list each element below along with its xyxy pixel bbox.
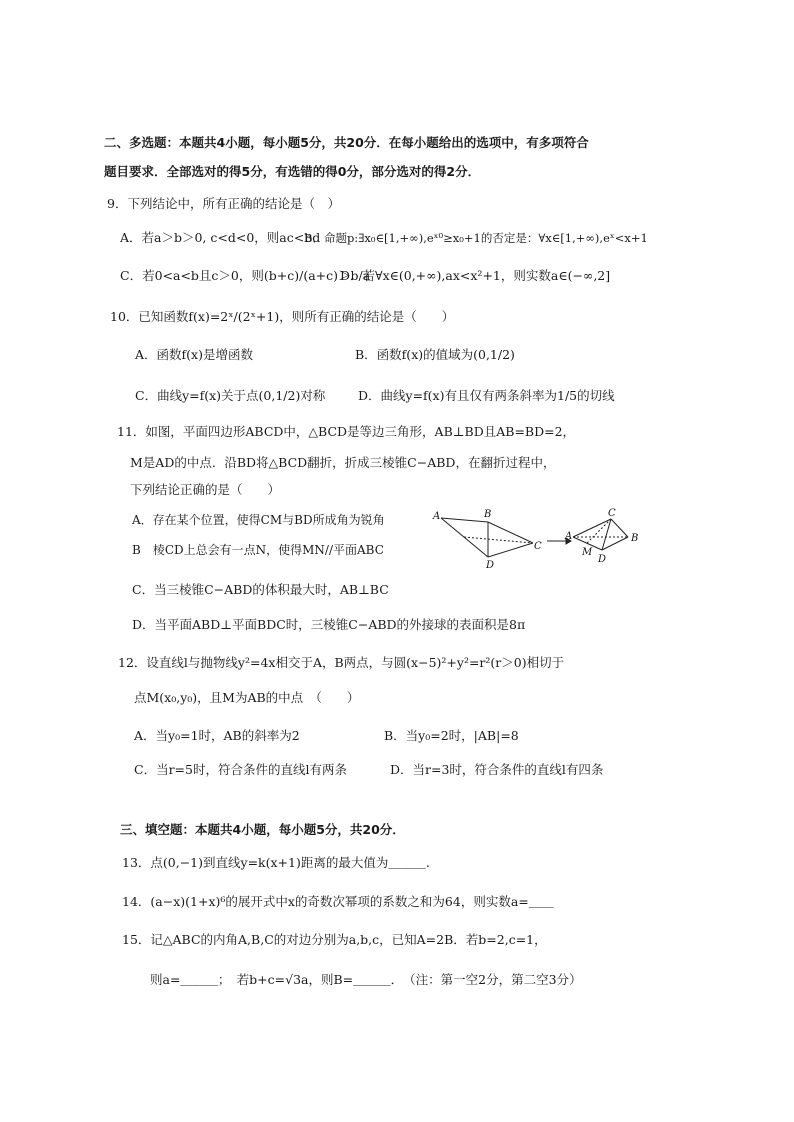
q9-stem: 9．下列结论中，所有正确的结论是（ ） [107,196,340,211]
q11-fig-label-d1: D [486,560,495,571]
q12-stem-line2: 点M(x₀,y₀)，且M为AB的中点 （ ） [134,690,360,705]
q11-fig-label-a1: A [433,511,441,522]
q12-option-c: C．当r=5时，符合条件的直线l有两条 [134,762,347,777]
q9-option-c: C．若0<a<b且c＞0，则(b+c)/(a+c)＞b/a [120,268,371,283]
q10-option-c: C．曲线y=f(x)关于点(0,1/2)对称 [135,388,326,403]
q11-option-b: B 棱CD上总会有一点N，使得MN//平面ABC [132,543,384,557]
q11-folded-pyramid [573,519,628,550]
q14-text: 14．(a−x)(1+x)⁶的展开式中x的奇数次幂项的系数之和为64，则实数a=＿＿ [122,894,554,909]
q11-figure [430,505,645,577]
q10-option-a: A．函数f(x)是增函数 [135,347,253,362]
q11-stem-line1: 11．如图，平面四边形ABCD中，△BCD是等边三角形，AB⊥BD且AB=BD=2， [117,424,576,439]
q11-option-c: C．当三棱锥C−ABD的体积最大时，AB⊥BC [132,582,389,597]
q12-option-d: D．当r=3时，符合条件的直线l有四条 [390,762,604,777]
q10-option-b: B．函数f(x)的值域为(0,1/2) [355,347,515,362]
q10-option-d: D．曲线y=f(x)有且仅有两条斜率为1/5的切线 [358,388,615,403]
q11-flat-quadrilateral [441,518,533,557]
q11-fig-label-d2: D [598,554,607,565]
q12-option-a: A．当y₀=1时，AB的斜率为2 [134,728,300,743]
section-multi-header-line1: 二、多选题：本题共4小题，每小题5分，共20分．在每小题给出的选项中，有多项符合 [104,135,589,150]
q15-line1: 15．记△ABC的内角A,B,C的对边分别为a,b,c，已知A=2B．若b=2,c=1， [122,932,547,947]
q15-line2: 则a=＿＿＿； 若b+c=√3a，则B=＿＿＿． （注：第一空2分，第二空3分） [150,972,582,987]
q11-fig-label-m2: M [582,547,593,558]
q11-stem-line2: M是AD的中点．沿BD将△BCD翻折，折成三棱锥C−ABD，在翻折过程中， [130,455,556,470]
section-multi-header-line2: 题目要求．全部选对的得5分，有选错的得0分，部分选对的得2分． [104,164,481,179]
q11-fig-label-b2: B [631,533,639,544]
q11-figure-svg [430,505,645,577]
q11-fig-label-b1: B [484,509,492,520]
q9-option-a: A．若a＞b＞0, c<d<0，则ac<bd [120,230,321,245]
q11-stem-line3: 下列结论正确的是（ ） [130,482,281,497]
q11-fig-label-c2: C [608,508,616,519]
section-fill-header: 三、填空题：本题共4小题，每小题5分，共20分． [120,822,405,837]
q12-option-b: B．当y₀=2时，|AB|=8 [384,728,519,743]
q9-option-d: D．若∀x∈(0,+∞),ax<x²+1，则实数a∈(−∞,2] [340,268,611,283]
q11-option-a: A．存在某个位置，使得CM与BD所成角为锐角 [132,513,385,527]
q11-fig-label-a2: A [565,531,573,542]
q11-option-d: D．当平面ABD⊥平面BDC时，三棱锥C−ABD的外接球的表面积是8π [132,617,526,632]
q11-fig-label-c1: C [534,541,542,552]
q13-text: 13．点(0,−1)到直线y=k(x+1)距离的最大值为＿＿＿. [122,855,430,870]
q9-option-b: B．命题p:∃x₀∈[1,+∞),eˣ⁰≥x₀+1的否定是：∀x∈[1,+∞),eˣ<x+1 [304,231,648,245]
q12-stem-line1: 12．设直线l与抛物线y²=4x相交于A，B两点，与圆(x−5)²+y²=r²(r＞0)相切于 [118,655,565,670]
q10-stem: 10．已知函数f(x)=2ˣ/(2ˣ+1)，则所有正确的结论是（ ） [110,309,455,324]
